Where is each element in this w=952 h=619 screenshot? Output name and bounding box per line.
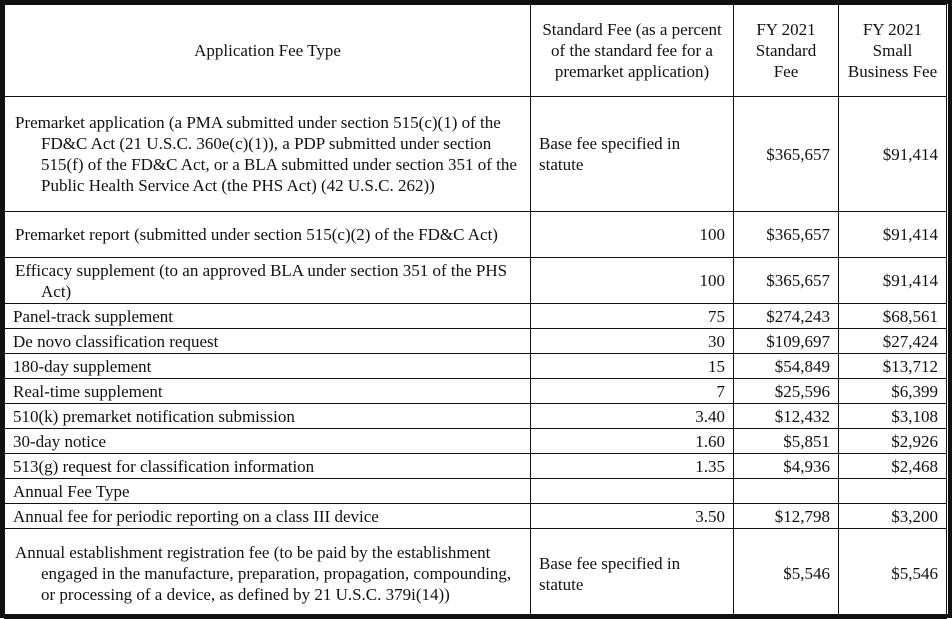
fee-type-cell: Efficacy supplement (to an approved BLA under section 351 of the PHS Act) bbox=[5, 258, 531, 304]
fee-type-cell: Annual Fee Type bbox=[5, 479, 531, 504]
fee-type-cell: Panel-track supplement bbox=[5, 304, 531, 329]
fee-type-cell: Real-time supplement bbox=[5, 379, 531, 404]
fee-type-cell: 180-day supplement bbox=[5, 354, 531, 379]
percent-cell: 1.35 bbox=[531, 454, 734, 479]
fee-type-cell: Premarket report (submitted under section 515(c)(2) of the FD&C Act) bbox=[5, 212, 531, 258]
percent-cell: 15 bbox=[531, 354, 734, 379]
percent-cell bbox=[531, 479, 734, 504]
percent-cell: 3.50 bbox=[531, 504, 734, 529]
section-row-annual-fee-type bbox=[5, 479, 947, 504]
fee-type-cell: Premarket application (a PMA submitted under section 515(c)(1) of the FD&C Act (21 U.S.C. 360e(c)(1)), a PDP submitted under section 515(f) of the FD&C Act, or a BLA submitted under section 351 of the Public Health Service Act (the PHS Act) (42 U.S.C. 262)) bbox=[5, 97, 531, 212]
percent-cell: Base fee specified in statute bbox=[531, 529, 734, 619]
small-business-fee-cell: $91,414 bbox=[839, 212, 947, 258]
percent-cell: 1.60 bbox=[531, 429, 734, 454]
standard-fee-cell: $274,243 bbox=[734, 304, 839, 329]
standard-fee-cell: $109,697 bbox=[734, 329, 839, 354]
fee-type-cell: De novo classification request bbox=[5, 329, 531, 354]
small-business-fee-cell: $91,414 bbox=[839, 97, 947, 212]
table-row bbox=[5, 329, 947, 354]
percent-cell: 100 bbox=[531, 258, 734, 304]
fee-type-cell: 513(g) request for classification information bbox=[5, 454, 531, 479]
small-business-fee-cell: $68,561 bbox=[839, 304, 947, 329]
standard-fee-cell: $5,546 bbox=[734, 529, 839, 619]
fee-type-cell: Annual fee for periodic reporting on a class III device bbox=[5, 504, 531, 529]
table-row bbox=[5, 304, 947, 329]
small-business-fee-cell: $91,414 bbox=[839, 258, 947, 304]
header-fy2021-small-business-fee: FY 2021 Small Business Fee bbox=[839, 5, 947, 97]
table-row bbox=[5, 212, 947, 258]
standard-fee-cell: $12,798 bbox=[734, 504, 839, 529]
table-row bbox=[5, 258, 947, 304]
small-business-fee-cell: $3,200 bbox=[839, 504, 947, 529]
table-row bbox=[5, 529, 947, 619]
header-standard-fee-percent: Standard Fee (as a percent of the standard fee for a premarket application) bbox=[531, 5, 734, 97]
small-business-fee-cell bbox=[839, 479, 947, 504]
standard-fee-cell: $365,657 bbox=[734, 258, 839, 304]
percent-cell: Base fee specified in statute bbox=[531, 97, 734, 212]
table-header-row bbox=[5, 5, 947, 97]
standard-fee-cell: $25,596 bbox=[734, 379, 839, 404]
percent-cell: 30 bbox=[531, 329, 734, 354]
standard-fee-cell: $54,849 bbox=[734, 354, 839, 379]
percent-cell: 7 bbox=[531, 379, 734, 404]
small-business-fee-cell: $2,468 bbox=[839, 454, 947, 479]
percent-cell: 3.40 bbox=[531, 404, 734, 429]
standard-fee-cell: $365,657 bbox=[734, 212, 839, 258]
small-business-fee-cell: $2,926 bbox=[839, 429, 947, 454]
fee-type-cell: 510(k) premarket notification submission bbox=[5, 404, 531, 429]
table-row bbox=[5, 354, 947, 379]
table-row bbox=[5, 97, 947, 212]
standard-fee-cell bbox=[734, 479, 839, 504]
table-row bbox=[5, 379, 947, 404]
table-row bbox=[5, 404, 947, 429]
table-row bbox=[5, 429, 947, 454]
fee-type-cell: 30-day notice bbox=[5, 429, 531, 454]
standard-fee-cell: $5,851 bbox=[734, 429, 839, 454]
fee-table bbox=[4, 4, 947, 619]
standard-fee-cell: $4,936 bbox=[734, 454, 839, 479]
standard-fee-cell: $12,432 bbox=[734, 404, 839, 429]
small-business-fee-cell: $13,712 bbox=[839, 354, 947, 379]
percent-cell: 100 bbox=[531, 212, 734, 258]
standard-fee-cell: $365,657 bbox=[734, 97, 839, 212]
small-business-fee-cell: $5,546 bbox=[839, 529, 947, 619]
percent-cell: 75 bbox=[531, 304, 734, 329]
small-business-fee-cell: $6,399 bbox=[839, 379, 947, 404]
table-row bbox=[5, 454, 947, 479]
header-application-fee-type: Application Fee Type bbox=[5, 5, 531, 97]
small-business-fee-cell: $3,108 bbox=[839, 404, 947, 429]
table-row bbox=[5, 504, 947, 529]
header-fy2021-standard-fee: FY 2021 Standard Fee bbox=[734, 5, 839, 97]
fee-type-cell: Annual establishment registration fee (to be paid by the establishment engaged in the manufacture, preparation, propagation, compounding, or processing of a device, as defined by 21 U.S.C. 379i(14)) bbox=[5, 529, 531, 619]
small-business-fee-cell: $27,424 bbox=[839, 329, 947, 354]
